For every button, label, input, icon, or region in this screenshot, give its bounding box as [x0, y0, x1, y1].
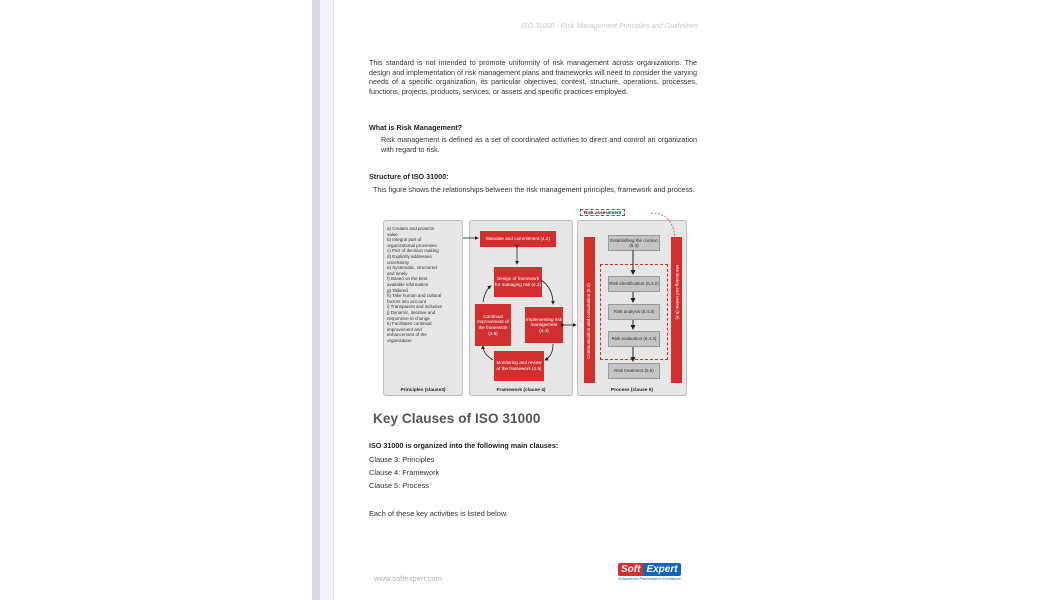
principle-item: f) Based on the best — [387, 276, 428, 282]
each-activities-text: Each of these key activities is listed below. — [369, 509, 508, 518]
website-link[interactable]: www.softexpert.com — [374, 574, 442, 583]
implementing-box: Implementing risk management (4.4) — [525, 307, 563, 343]
principle-item: enhancement of the — [387, 332, 427, 338]
logo-soft-text: Soft — [618, 563, 643, 576]
clause-item: Clause 5: Process — [369, 481, 429, 490]
page-scroll-track[interactable] — [312, 0, 320, 600]
design-implementing-arrow — [541, 280, 553, 304]
principle-item: j) Dynamic, iterative and — [387, 309, 436, 315]
principle-item: g) Tailored — [387, 287, 408, 293]
process-label: Process (clause 5) — [610, 388, 654, 393]
clauses-heading: ISO 31000 is organized into the following main clauses: — [369, 441, 559, 450]
framework-label: Framework (clause 4) — [496, 388, 546, 393]
principle-item: factors into account — [387, 298, 427, 304]
principle-item: responsive to change — [387, 315, 430, 321]
risk-treatment-box: Risk treatment (5.5) — [608, 363, 660, 379]
monitoring-continual-arrow — [483, 346, 493, 360]
risk-identification-box: Risk identification (5.4.2) — [608, 276, 660, 292]
monitoring-review-text: Monitoring and review (5.6) — [675, 265, 680, 320]
principle-item: a) Creates and protects — [387, 226, 435, 231]
mandate-box: Mandate and commitment (4.2) — [480, 231, 556, 247]
structure-intro: This figure shows the relationships between the risk management principles, framework and process. — [373, 185, 695, 194]
logo-expert-text: Expert — [643, 563, 680, 576]
principle-item: organizational processes — [387, 242, 437, 248]
risk-evaluation-box: Risk evaluation (5.4.4) — [608, 331, 660, 347]
establishing-context-box: Establishing the context (5.3) — [608, 235, 660, 251]
principle-item: k) Facilitates continual — [387, 321, 432, 327]
continual-improvement-box: Continual improvement of the framework (4.6) — [475, 304, 511, 346]
document-page — [335, 0, 735, 600]
page-edge — [320, 0, 334, 600]
implementing-monitoring-arrow — [545, 344, 553, 360]
section-title: Key Clauses of ISO 31000 — [373, 411, 541, 426]
softexpert-logo — [618, 563, 700, 591]
principle-item: uncertainty — [387, 259, 410, 265]
principle-item: organization — [387, 337, 412, 343]
principle-item: available information — [387, 281, 429, 287]
principle-item: e) Systematic, structured — [387, 265, 437, 271]
risk-assessment-callout — [651, 213, 675, 238]
principle-item: d) Explicitly addresses — [387, 253, 432, 259]
what-heading: What is Risk Management? — [369, 123, 463, 132]
continual-design-arrow — [483, 286, 491, 302]
definition-paragraph: Risk management is defined as a set of coordinated activities to direct and control an organization with regard to risk. — [381, 135, 697, 154]
principle-item: c) Part of decision making — [387, 248, 439, 254]
clause-item: Clause 3: Principles — [369, 455, 435, 464]
design-box: Design of framework for managing risk (4.3) — [494, 267, 542, 297]
structure-heading: Structure of ISO 31000: — [369, 172, 449, 181]
principle-item: h) Take human and cultural — [387, 293, 442, 299]
principle-item: improvement and — [387, 326, 422, 332]
principles-label: Principles (clause3) — [400, 388, 446, 393]
intro-paragraph: This standard is not intended to promote uniformity of risk management across organizations. The design and implementation of risk management plans and frameworks will need to consider the varying needs of a specific organization, its particular objectives, context, structure, operations, processes, functions, projects, products, services, or assets and specific practices employed. — [369, 58, 697, 96]
risk-assessment-label: Risk assessment — [580, 209, 625, 216]
principle-item: value — [387, 231, 398, 237]
viewer-background — [0, 0, 312, 600]
clause-item: Clause 4: Framework — [369, 468, 440, 477]
logo-tagline: Software for Performance Excellence — [618, 577, 681, 581]
monitoring-framework-box: Monitoring and review of the framework (4.5) — [494, 351, 544, 381]
running-header: ISO 31000 - Risk Management Principles and Guidelines — [520, 23, 698, 30]
principle-item: and timely — [387, 270, 408, 276]
iso-structure-figure — [383, 208, 687, 398]
principle-item: b) Integral part of — [387, 237, 422, 243]
principle-item: i) Transparent and inclusive — [387, 304, 443, 310]
communication-text: Communication and consultation (5.2) — [586, 283, 591, 359]
risk-analysis-box: Risk analysis (5.4.3) — [608, 304, 660, 320]
figure-arrows — [383, 208, 687, 398]
